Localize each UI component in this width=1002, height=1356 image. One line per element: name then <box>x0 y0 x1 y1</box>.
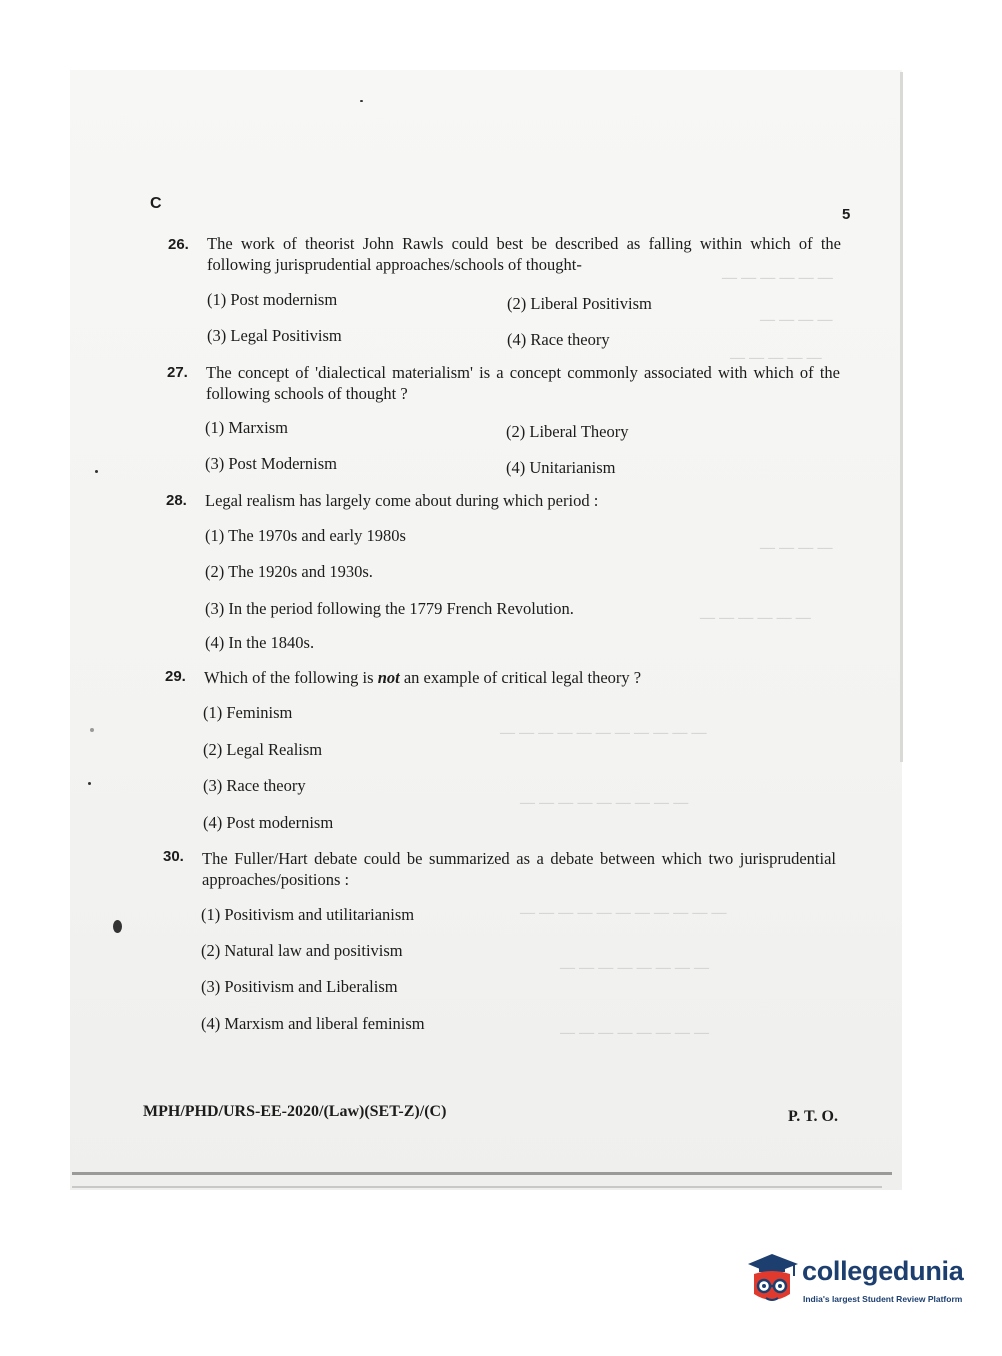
bleed-through: — — — — — — — — — <box>520 795 689 811</box>
question-number: 28. <box>166 492 187 509</box>
paper-code: MPH/PHD/URS-EE-2020/(Law)(SET-Z)/(C) <box>143 1103 447 1120</box>
page-bottom-rule <box>72 1172 892 1175</box>
option: (2) The 1920s and 1930s. <box>205 562 373 581</box>
question-text: The work of theorist John Rawls could best be described as falling within which of the following jurisprudential approaches/schools of thought- <box>207 234 841 274</box>
question-number: 27. <box>167 364 188 381</box>
question-number: 30. <box>163 848 184 865</box>
bleed-through: — — — — — — — — <box>560 960 710 976</box>
page-bottom-rule-2 <box>72 1186 882 1188</box>
page-number: 5 <box>842 206 851 223</box>
question-number: 26. <box>168 236 189 253</box>
ink-blot <box>113 920 122 933</box>
option: (4) Marxism and liberal feminism <box>201 1014 425 1033</box>
option: (2) Liberal Positivism <box>507 294 652 313</box>
bleed-through: — — — — — — — — — — — <box>520 905 727 921</box>
option: (4) In the 1840s. <box>205 633 315 652</box>
question-text: The concept of 'dialectical materialism' is a concept commonly associated with which of the following schools of thought ? <box>206 363 840 403</box>
option: (2) Liberal Theory <box>506 422 629 441</box>
ink-speck <box>90 728 94 732</box>
option: (1) Positivism and utilitarianism <box>201 905 415 924</box>
bleed-through: — — — — <box>760 312 833 328</box>
bleed-through: — — — — — — <box>722 270 833 286</box>
ink-speck <box>95 470 98 473</box>
question-text: The Fuller/Hart debate could be summarized as a debate between which two jurisprudential approaches/positions : <box>202 849 836 889</box>
bleed-through: — — — — — — <box>700 610 811 626</box>
option: (3) Race theory <box>203 776 306 795</box>
ink-speck <box>88 782 91 785</box>
question-text: Legal realism has largely come about during which period : <box>205 491 599 510</box>
mascot-icon <box>742 1250 802 1310</box>
option: (3) Post Modernism <box>205 454 337 473</box>
question-number: 29. <box>165 668 186 685</box>
option: (4) Race theory <box>507 330 610 349</box>
option: (1) Feminism <box>203 703 293 722</box>
bleed-through: — — — — — — — — — — — <box>500 725 707 741</box>
option: (4) Post modernism <box>203 813 334 832</box>
bleed-through: — — — — — — — — <box>560 1025 710 1041</box>
ink-speck <box>360 100 363 102</box>
option: (3) In the period following the 1779 French Revolution. <box>205 599 574 618</box>
option: (1) The 1970s and early 1980s <box>205 526 406 545</box>
set-letter: C <box>150 195 162 212</box>
option: (2) Natural law and positivism <box>201 941 403 960</box>
option: (2) Legal Realism <box>203 740 323 759</box>
bleed-through: — — — — — <box>730 350 822 366</box>
page-edge <box>900 72 903 762</box>
pto-label: P. T. O. <box>788 1108 838 1125</box>
emphasis-not: not <box>377 668 400 687</box>
bleed-through: — — — — <box>760 540 833 556</box>
question-text: Which of the following is not an example of critical legal theory ? <box>204 668 642 687</box>
option: (3) Legal Positivism <box>207 326 342 345</box>
option: (1) Post modernism <box>207 290 338 309</box>
option: (3) Positivism and Liberalism <box>201 977 398 996</box>
collegedunia-watermark <box>742 1250 972 1310</box>
option: (1) Marxism <box>205 418 288 437</box>
option: (4) Unitarianism <box>506 458 616 477</box>
brand-name: collegedunia <box>802 1256 964 1286</box>
brand-tagline: India's largest Student Review Platform <box>803 1294 963 1304</box>
